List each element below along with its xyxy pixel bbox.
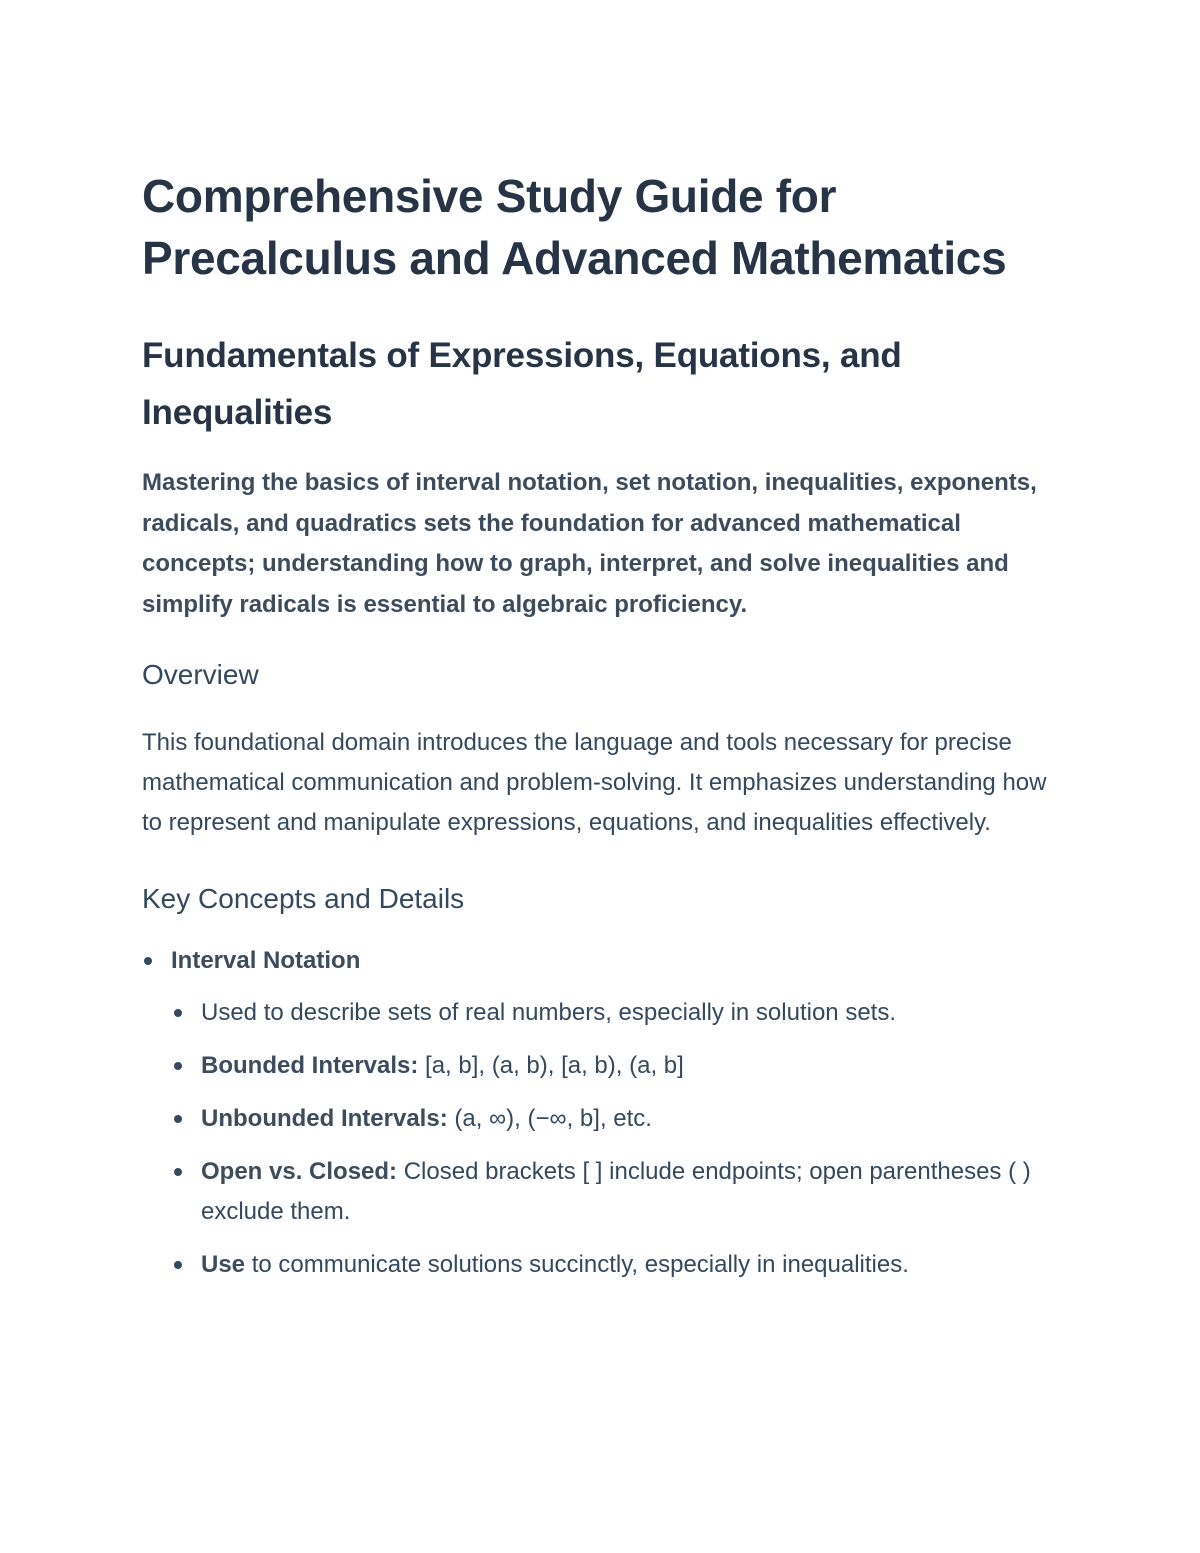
detail-item [171,1099,1062,1139]
section-heading: Fundamentals of Expressions, Equations, and Inequalities [142,336,902,432]
key-concepts-heading: Key Concepts and Details [142,883,465,914]
bullet-icon [174,1261,182,1269]
document-page [142,165,1062,1298]
detail-term: Unbounded Intervals: [201,1105,448,1132]
detail-item [171,993,1062,1033]
bullet-icon [174,1115,182,1123]
detail-item [171,1245,1062,1285]
detail-text: Closed brackets [ ] include endpoints; open parentheses ( ) exclude them. [201,1158,1031,1225]
detail-text: (a, ∞), (−∞, b], etc. [447,1105,652,1132]
concept-item-interval-notation [142,941,1062,1285]
detail-item [171,1152,1062,1232]
bullet-icon [174,1168,182,1176]
concept-detail-list [171,993,1062,1285]
detail-term: Bounded Intervals: [201,1052,419,1079]
concept-list [142,941,1062,1285]
detail-text: [a, b], (a, b), [a, b), (a, b] [418,1052,684,1079]
bullet-icon [174,1062,182,1070]
page-title: Comprehensive Study Guide for Precalculus and Advanced Mathematics [142,170,1007,284]
detail-term: Open vs. Closed: [201,1158,398,1185]
concept-label: Interval Notation [171,947,361,974]
detail-text: to communicate solutions succinctly, especially in inequalities. [245,1251,909,1278]
overview-paragraph: This foundational domain introduces the language and tools necessary for precise mathematical communication and problem-solving. It emphasizes understanding how to represent and manipulate expressions, equations, and inequalities effectively. [142,729,1047,836]
detail-item [171,1046,1062,1086]
detail-term: Use [201,1251,246,1278]
bullet-icon [144,957,152,965]
section-summary: Mastering the basics of interval notation, set notation, inequalities, exponents, radicals, and quadratics sets the foundation for advanced mathematical concepts; understanding how to graph, interpret, and solve inequalities and simplify radicals is essential to algebraic proficiency. [142,469,1037,618]
detail-text: Used to describe sets of real numbers, especially in solution sets. [201,999,897,1026]
bullet-icon [174,1009,182,1017]
overview-heading: Overview [142,659,259,690]
